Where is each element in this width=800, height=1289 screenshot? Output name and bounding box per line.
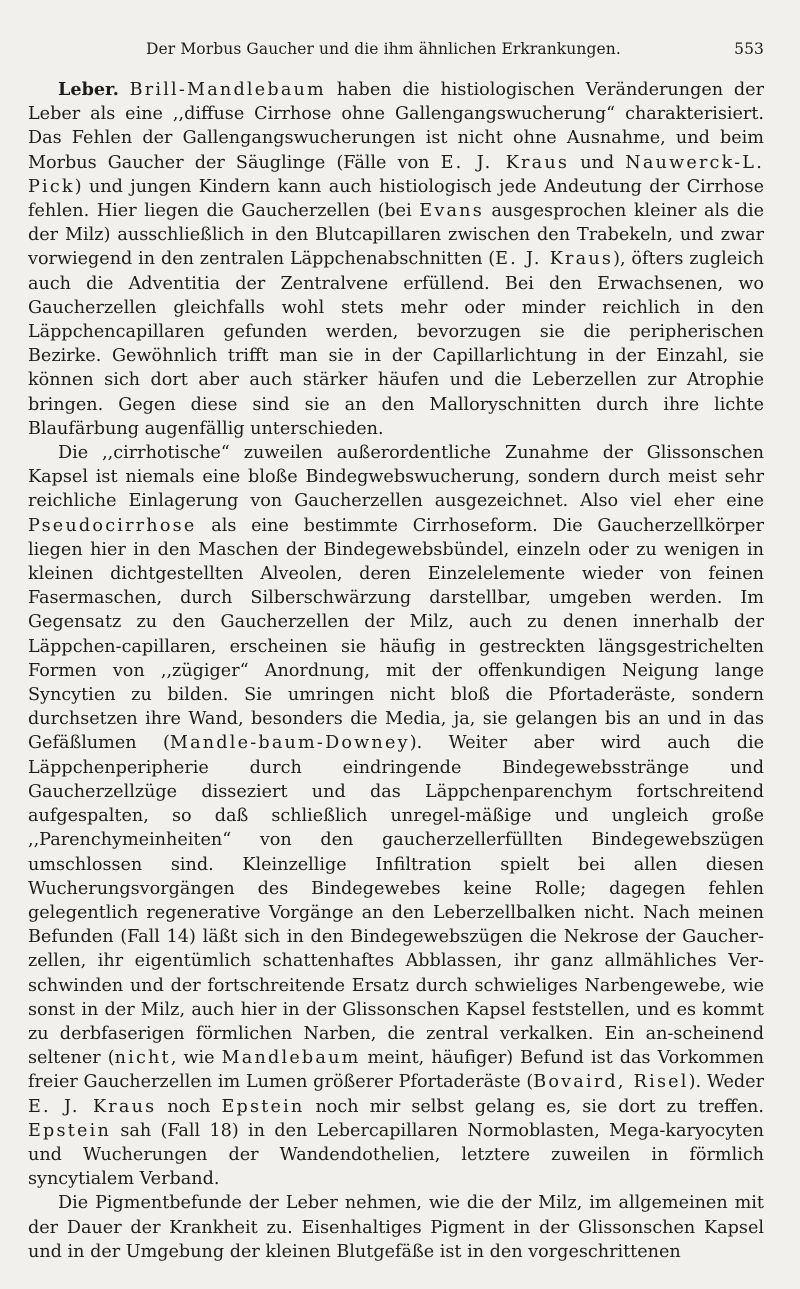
running-header: [28, 34, 764, 64]
text-run: ). Weder: [688, 1072, 764, 1093]
text-run: Leber.: [58, 79, 119, 100]
text-run: sah (Fall 18) in den Lebercapillaren Normoblasten, Mega-karyocyten und Wucherungen der Wandendothelien, letztere zuweilen in förmlich syncytialem Verband.: [28, 1120, 764, 1190]
paragraph-1: [28, 78, 764, 441]
text-run: Mandlebaum: [221, 1048, 361, 1069]
text-run: E. J. Kraus: [495, 249, 614, 270]
text-run: Mandle-baum-Downey: [169, 733, 410, 754]
text-run: Nauwerck-L. Pick: [28, 152, 764, 197]
text-run: Die ,,cirrhotische“ zuweilen außerordentliche Zunahme der Glissonschen Kapsel ist niemals eine bloße Bindegwebswucherung, sondern durch meist sehr reichliche Einlagerung von Gaucherzellen ausgezeichnet. Also viel eher eine: [28, 443, 764, 512]
text-run: Evans: [419, 201, 484, 222]
running-title: Der Morbus Gaucher und die ihm ähnlichen Erkrankungen.: [146, 40, 621, 58]
page-number: 553: [734, 40, 764, 58]
text-run: und: [569, 152, 626, 173]
text-run: noch mir selbst gelang es, sie dort zu treffen.: [304, 1096, 764, 1117]
text-run: [119, 80, 130, 100]
text-run: , wie: [170, 1048, 222, 1069]
paragraph-3: [28, 1191, 764, 1264]
text-run: als eine bestimmte Cirrhoseform. Die Gaucherzellkörper liegen hier in den Maschen der Bindegewebsbündel, einzeln oder zu wenigen in kleinen dichtgestellten Alveolen, deren Einzelelemente wieder von feinen Fasermaschen, durch Silberschwärzung darstellbar, umgeben werden. Im Gegensatz zu den Gaucherzellen der Milz, auch zu denen innerhalb der Läppchen-capillaren, erscheinen sie häufig in gestreckten längsgestrichelten Formen von ,,zügiger“ Anordnung, mit der offenkundigen Neigung lange Syncytien zu bilden. Sie umringen nicht bloß die Pfortaderäste, sondern durchsetzen ihre Wand, besonders die Media, ja, sie gelangen bis an und in das Gefäßlumen (: [28, 515, 764, 754]
text-run: Epstein: [28, 1120, 111, 1141]
text-run: nicht: [114, 1048, 171, 1069]
paragraph-2: [28, 441, 764, 1191]
text-run: ). Weiter aber wird auch die Läppchenperipherie durch eindringende Bindegewebsstränge und Gaucherzellzüge disseziert und das Läppchenparenchym fortschreitend aufgespalten, so daß schließlich unregel-mäßige und ungleich große ,,Parenchymeinheiten“ von den gaucherzellerfüllten Bindegewebszügen umschlossen sind. Kleinzellige Infiltration spielt bei allen diesen Wucherungsvorgängen des Bindegewebes keine Rolle; dagegen fehlen gelegentlich regenerative Vorgänge an den Leberzellbalken nicht. Nach meinen Befunden (Fall 14) läßt sich in den Bindegewebszügen die Nekrose der Gaucher-zellen, ihr eigentümlich schattenhaftes Abblassen, ihr ganz allmähliches Ver-schwinden und der fortschreitende Ersatz durch schwieliges Narbengewebe, wie sonst in der Milz, auch hier in der Glissonschen Kapsel feststellen, und es kommt zu derbfaserigen förmlichen Narben, die zentral verkalken. Ein an-scheinend seltener (: [28, 733, 764, 1069]
text-run: Pseudocirrhose: [28, 515, 197, 536]
text-run: Epstein: [221, 1096, 305, 1117]
text-run: meint, häufiger) Befund ist das Vorkommen freier Gaucherzellen im Lumen größerer Pfortaderäste (: [28, 1048, 764, 1093]
text-run: Brill-Mandlebaum: [129, 80, 326, 100]
text-run: E. J. Kraus: [440, 152, 570, 173]
text-run: ausgesprochen kleiner als die der Milz) ausschließlich in den Blutcapillaren zwischen den Trabekeln, und zwar vorwiegend in den zentralen Läppchenabschnitten (: [28, 201, 764, 270]
text-run: ), öfters zugleich auch die Adventitia der Zentralvene erfüllend. Bei den Erwachsenen, wo Gaucherzellen gleichfalls wohl stets mehr oder minder reichlich in den Läppchencapillaren gefunden werden, bevorzugen sie die peripherischen Bezirke. Gewöhnlich trifft man sie in der Capillarlichtung in der Einzahl, sie können sich dort aber auch stärker häufen und die Leberzellen zur Atrophie bringen. Gegen diese sind sie an den Malloryschnitten durch ihre lichte Blaufärbung augenfällig unterschieden.: [28, 249, 764, 439]
text-run: E. J. Kraus: [28, 1096, 157, 1117]
text-run: ) und jungen Kindern kann auch histiologisch jede Andeutung der Cirrhose fehlen. Hier liegen die Gaucherzellen (bei: [28, 176, 764, 222]
text-run: noch: [156, 1096, 222, 1117]
text-run: Bovaird, Risel: [533, 1072, 689, 1093]
text-run: Die Pigmentbefunde der Leber nehmen, wie die der Milz, im allgemeinen mit der Dauer der Krankheit zu. Eisenhaltiges Pigment in der Glissonschen Kapsel und in der Umgebung der kleinen Blutgefäße ist in den vorgeschrittenen: [28, 1193, 764, 1262]
text-run: haben die histiologischen Veränderungen der Leber als eine ,,diffuse Cirrhose ohne Gallengangswucherung“ charakterisiert. Das Fehlen der Gallengangswucherungen ist nicht ohne Ausnahme, und beim Morbus Gaucher der Säuglinge (Fälle von: [28, 80, 764, 173]
body-text: [28, 78, 764, 1264]
